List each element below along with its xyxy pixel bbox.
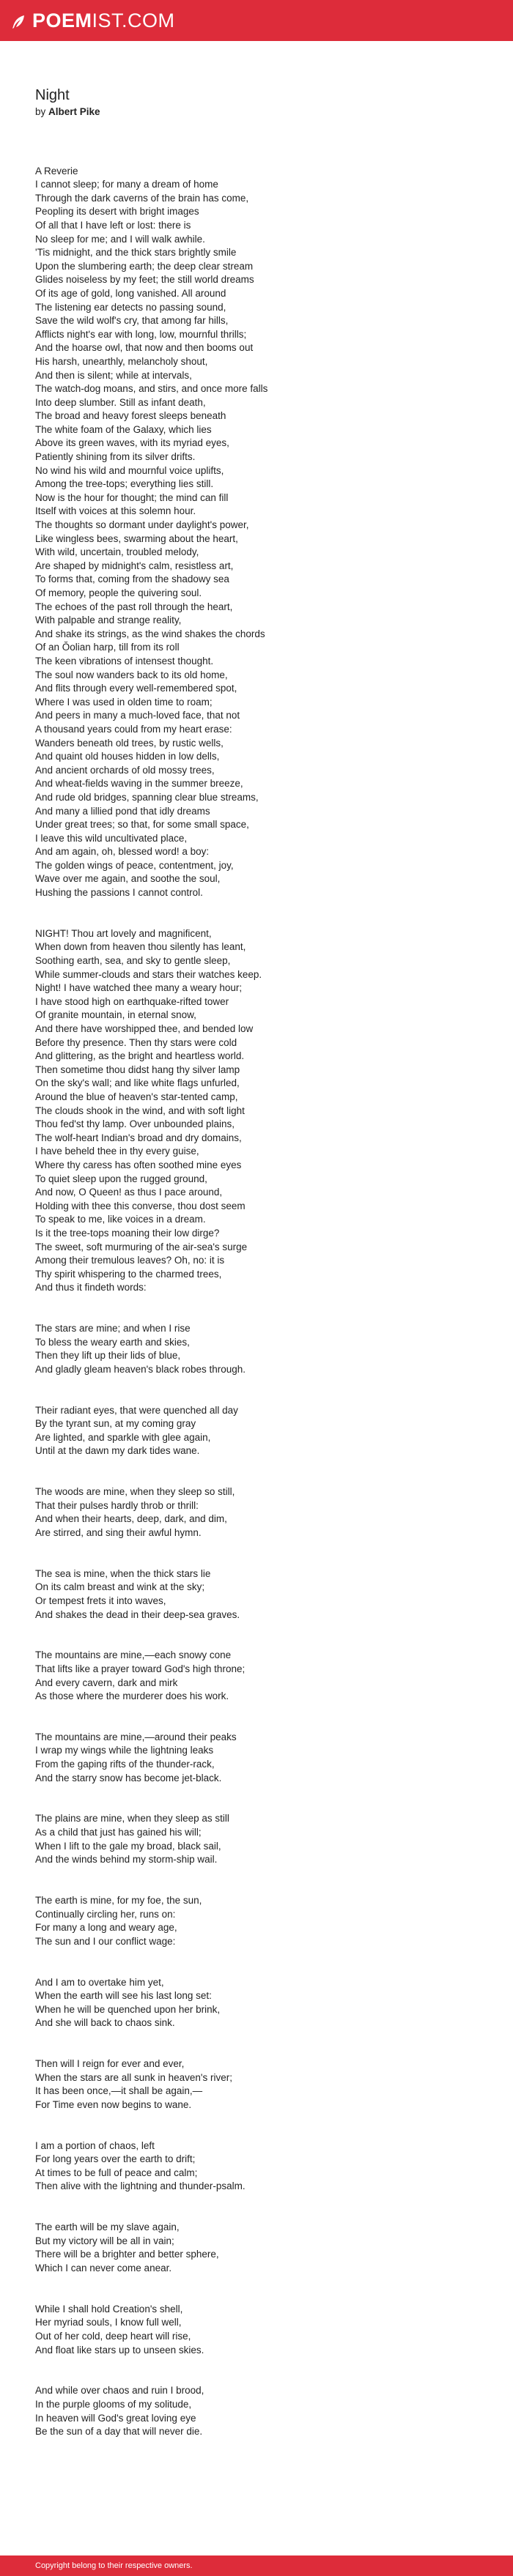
stanza: While I shall hold Creation's shell, Her myriad souls, I know full well, Out of her cold, deep heart will rise, And float like stars up to unseen skies. (35, 2303, 204, 2356)
stanza: The mountains are mine,—each snowy cone That lifts like a prayer toward God's high throne; And every cavern, dark and mirk As those where the murderer does his work. (35, 1649, 246, 1702)
quill-icon (10, 12, 26, 29)
site-logo[interactable] (10, 10, 175, 32)
poem-container (0, 41, 513, 2466)
stanza: NIGHT! Thou art lovely and magnificent, When down from heaven thou silently has leant, Soothing earth, sea, and sky to gentle sleep, While summer-clouds and stars their watches keep. Night! I have watched thee many a weary hour; I have stood high on earthquake-rifted tower Of granite mountain, in eternal snow, And there have worshipped thee, and bended low Before thy presence. Then thy stars were cold And glittering, as the bright and heartless world. Then sometime thou didst hang thy silver lamp On the sky's wall; and like white flags unfurled, Around the blue of heaven's star-tented camp, The clouds shook in the wind, and with soft light Thou fed'st thy lamp. Over unbounded plains, The wolf-heart Indian's broad and dry domains, I have beheld thee in thy every guise, Where thy caress has often soothed mine eyes To quiet sleep upon the rugged ground, And now, O Queen! as thus I pace around, Holding with thee this converse, thou dost seem To speak to me, like voices in a dream. Is it the tree-tops moaning their low dirge? The sweet, soft murmuring of the air-sea's surge Among their tremulous leaves? Oh, no: it is Thy spirit whispering to the charmed trees, And thus it findeth words: (35, 927, 262, 1293)
stanza: The stars are mine; and when I rise To bless the weary earth and skies, Then they lift up their lids of blue, And gladly gleam heaven's black robes through. (35, 1323, 246, 1375)
author-link[interactable]: Albert Pike (48, 106, 100, 117)
logo-text-bold: POEM (32, 9, 92, 31)
stanza: Then will I reign for ever and ever, When the stars are all sunk in heaven's river; It has been once,—it shall be again,— For Time even now begins to wane. (35, 2058, 232, 2110)
site-footer (0, 2555, 513, 2576)
poem-body (35, 151, 478, 2466)
stanza: A Reverie I cannot sleep; for many a dream of home Through the dark caverns of the brain has come, Peopling its desert with bright images Of all that I have left or lost: there is No sleep for me; and I will walk awhile. 'Tis midnight, and the thick stars brightly smile Upon the slumbering earth; the deep clear stream Glides noiseless by my feet; the still world dreams Of its age of gold, long vanished. All around The listening ear detects no passing sound, Save the wild wolf's cry, that among far hills, Afflicts night's ear with long, low, mournful thrills; And the hoarse owl, that now and then booms out His harsh, unearthly, melancholy shout, And then is silent; while at intervals, The watch-dog moans, and stirs, and once more falls Into deep slumber. Still as infant death, The broad and heavy forest sleeps beneath The white foam of the Galaxy, which lies Above its green waves, with its myriad eyes, Patiently shining from its silver drifts. No wind his wild and mournful voice uplifts, Among the tree-tops; everything lies still. Now is the hour for thought; the mind can fill Itself with voices at this solemn hour. The thoughts so dormant under daylight's power, Like wingless bees, swarming about the heart, With wild, uncertain, troubled melody, Are shaped by midnight's calm, resistless art, To forms that, coming from the shadowy sea Of memory, people the quivering soul. The echoes of the past roll through the heart, With palpable and strange reality, And shake its strings, as the wind shakes the chords Of an Ŏolian harp, till from its roll The keen vibrations of intensest thought. The soul now wanders back to its old home, And flits through every well-remembered spot, Where I was used in olden time to roam; And peers in many a much-loved face, that not A thousand years could from my heart erase: Wanders beneath old trees, by rustic wells, And quaint old houses hidden in low dells, And ancient orchards of old mossy trees, And wheat-fields waving in the summer breeze, And rude old bridges, spanning clear blue streams, And many a lillied pond that idly dreams Under great trees; so that, for some small space, I leave this wild uncultivated place, And am again, oh, blessed word! a boy: The golden wings of peace, contentment, joy, Wave over me again, and soothe the soul, Hushing the passions I cannot control. (35, 165, 268, 899)
site-header (0, 0, 513, 41)
stanza: The earth is mine, for my foe, the sun, Continually circling her, runs on: For many a long and weary age, The sun and I our conflict wage: (35, 1895, 202, 1947)
poem-title: Night (35, 87, 70, 103)
stanza: The woods are mine, when they sleep so still, That their pulses hardly throb or thrill: And when their hearts, deep, dark, and dim, Are stirred, and sing their awful hymn. (35, 1486, 235, 1538)
stanza: And while over chaos and ruin I brood, In the purple glooms of my solitude, In heaven will God's great loving eye Be the sun of a day that will never die. (35, 2385, 204, 2438)
stanza: The mountains are mine,—around their peaks I wrap my wings while the lightning leaks From the gaping rifts of the thunder-rack, And the starry snow has become jet-black. (35, 1731, 237, 1783)
poem-byline (35, 105, 478, 119)
stanza: The sea is mine, when the thick stars lie On its calm breast and wink at the sky; Or tempest frets it into waves, And shakes the dead in their deep-sea graves. (35, 1567, 240, 1620)
copyright-text: Copyright belong to their respective owners. (35, 2561, 193, 2570)
stanza: The plains are mine, when they sleep as still As a child that just has gained his will; When I lift to the gale my broad, black sail, And the winds behind my storm-ship wail. (35, 1813, 229, 1866)
stanza: And I am to overtake him yet, When the earth will see his last long set: When he will be quenched upon her brink, And she will back to chaos sink. (35, 1976, 221, 2029)
stanza: The earth will be my slave again, But my victory will be all in vain; There will be a brighter and better sphere, Which I can never come anear. (35, 2221, 219, 2274)
stanza: Their radiant eyes, that were quenched all day By the tyrant sun, at my coming gray Are lighted, and sparkle with glee again, Until at the dawn my dark tides wane. (35, 1404, 238, 1457)
byline-prefix: by (35, 106, 46, 117)
stanza: I am a portion of chaos, left For long years over the earth to drift; At times to be full of peace and calm; Then alive with the lightning and thunder-psalm. (35, 2139, 246, 2192)
logo-text-light: IST.COM (92, 9, 175, 31)
